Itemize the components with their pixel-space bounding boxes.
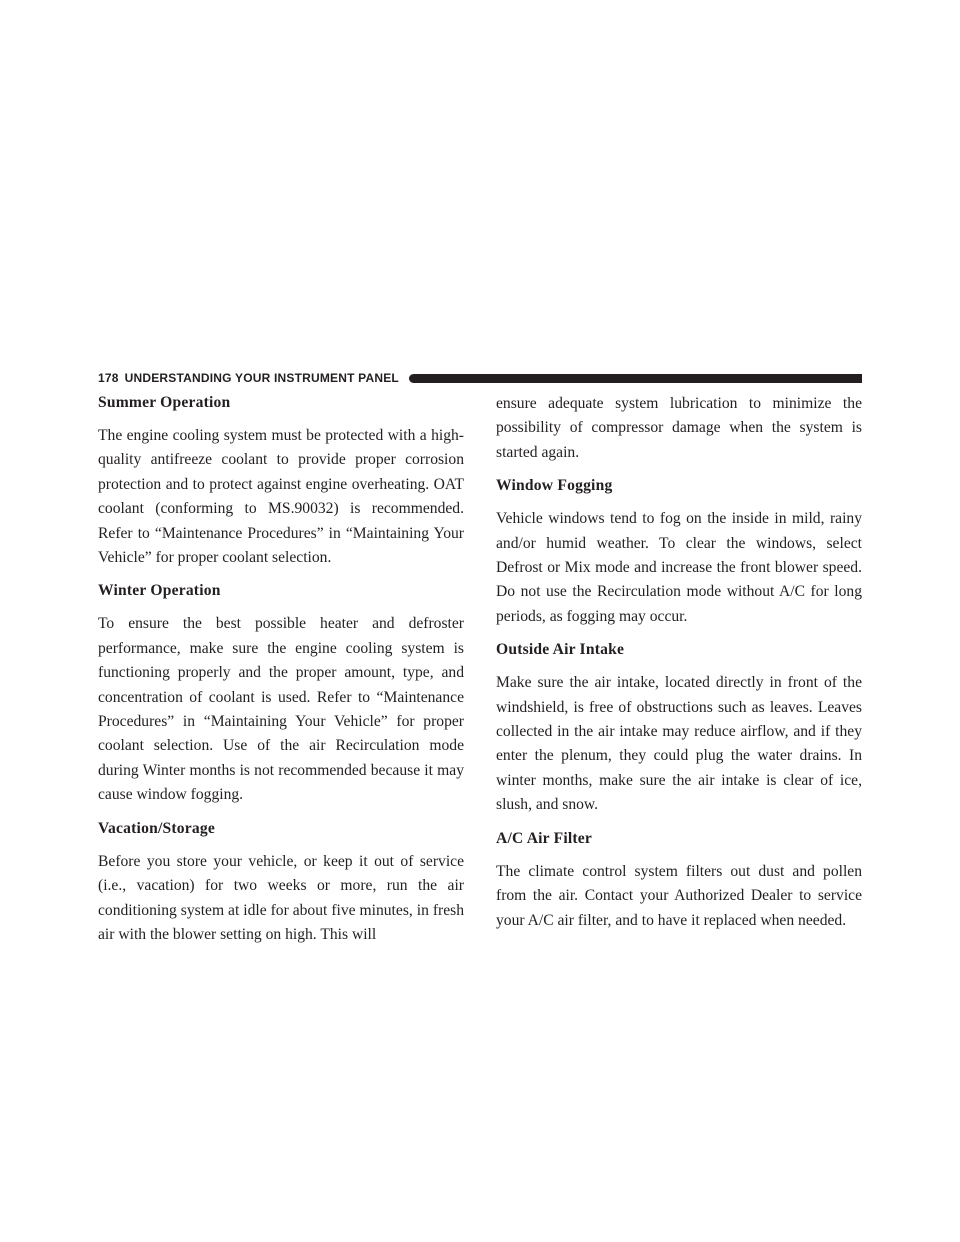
section-winter-operation xyxy=(98,580,464,807)
paragraph-window-fogging: Vehicle windows tend to fog on the inside in mild, rainy and/or humid weather. To clear the windows, select Defrost or Mix mode and increase the front blower speed. Do not use the Recirculation mode without A/C for long periods, as fogging may occur. xyxy=(496,510,862,625)
paragraph-ac-air-filter: The climate control system filters out dust and pollen from the air. Contact your Authorized Dealer to service your A/C air filter, and to have it replaced when needed. xyxy=(496,862,862,929)
page-header xyxy=(98,370,862,386)
paragraph-vacation-storage: Before you store your vehicle, or keep it out of service (i.e., vacation) for two weeks or more, run the air conditioning system at idle for about five minutes, in fresh air with the blower setting on high. This will xyxy=(98,852,464,943)
heading-summer-operation: Summer Operation xyxy=(98,394,231,411)
section-ac-air-filter xyxy=(496,828,862,933)
paragraph-vacation-storage-continued: ensure adequate system lubrication to minimize the possibility of compressor damage when the system is started again. xyxy=(496,395,862,461)
running-head: UNDERSTANDING YOUR INSTRUMENT PANEL xyxy=(124,371,399,385)
heading-window-fogging: Window Fogging xyxy=(496,477,613,495)
heading-ac-air-filter: A/C Air Filter xyxy=(496,829,593,847)
heading-vacation-storage: Vacation/Storage xyxy=(98,819,215,837)
paragraph-outside-air-intake: Make sure the air intake, located directly in front of the windshield, is free of obstructions such as leaves. Leaves collected in the air intake may reduce airflow, and if they enter the plenum, they could plug the water drains. In winter months, make sure the air intake is clear of ice, slush, and snow. xyxy=(496,674,862,814)
section-summer-operation xyxy=(98,392,464,570)
left-column xyxy=(98,392,464,957)
paragraph-winter-operation: To ensure the best possible heater and defroster performance, make sure the engine cooling system is functioning properly and the proper amount, type, and concentration of coolant is used. Refer to “Maintenance Procedures” in “Maintaining Your Vehicle” for proper coolant selection. Use of the air Recirculation mode during Winter months is not recommended because it may cause window fogging. xyxy=(98,615,464,804)
heading-outside-air-intake: Outside Air Intake xyxy=(496,641,625,659)
paragraph-summer-operation: The engine cooling system must be protected with a high-quality antifreeze coolant to provide proper corrosion protection and to protect against engine overheating. OAT coolant (conforming to MS.90032) is recommended. Refer to “Maintenance Procedures” in “Maintaining Your Vehicle” for proper coolant selection. xyxy=(98,427,464,567)
header-rule xyxy=(409,374,862,383)
page-number: 178 xyxy=(98,371,119,385)
right-column xyxy=(496,392,862,943)
section-outside-air-intake xyxy=(496,639,862,817)
section-vacation-storage xyxy=(98,818,464,948)
section-window-fogging xyxy=(496,475,862,629)
heading-winter-operation: Winter Operation xyxy=(98,582,221,600)
